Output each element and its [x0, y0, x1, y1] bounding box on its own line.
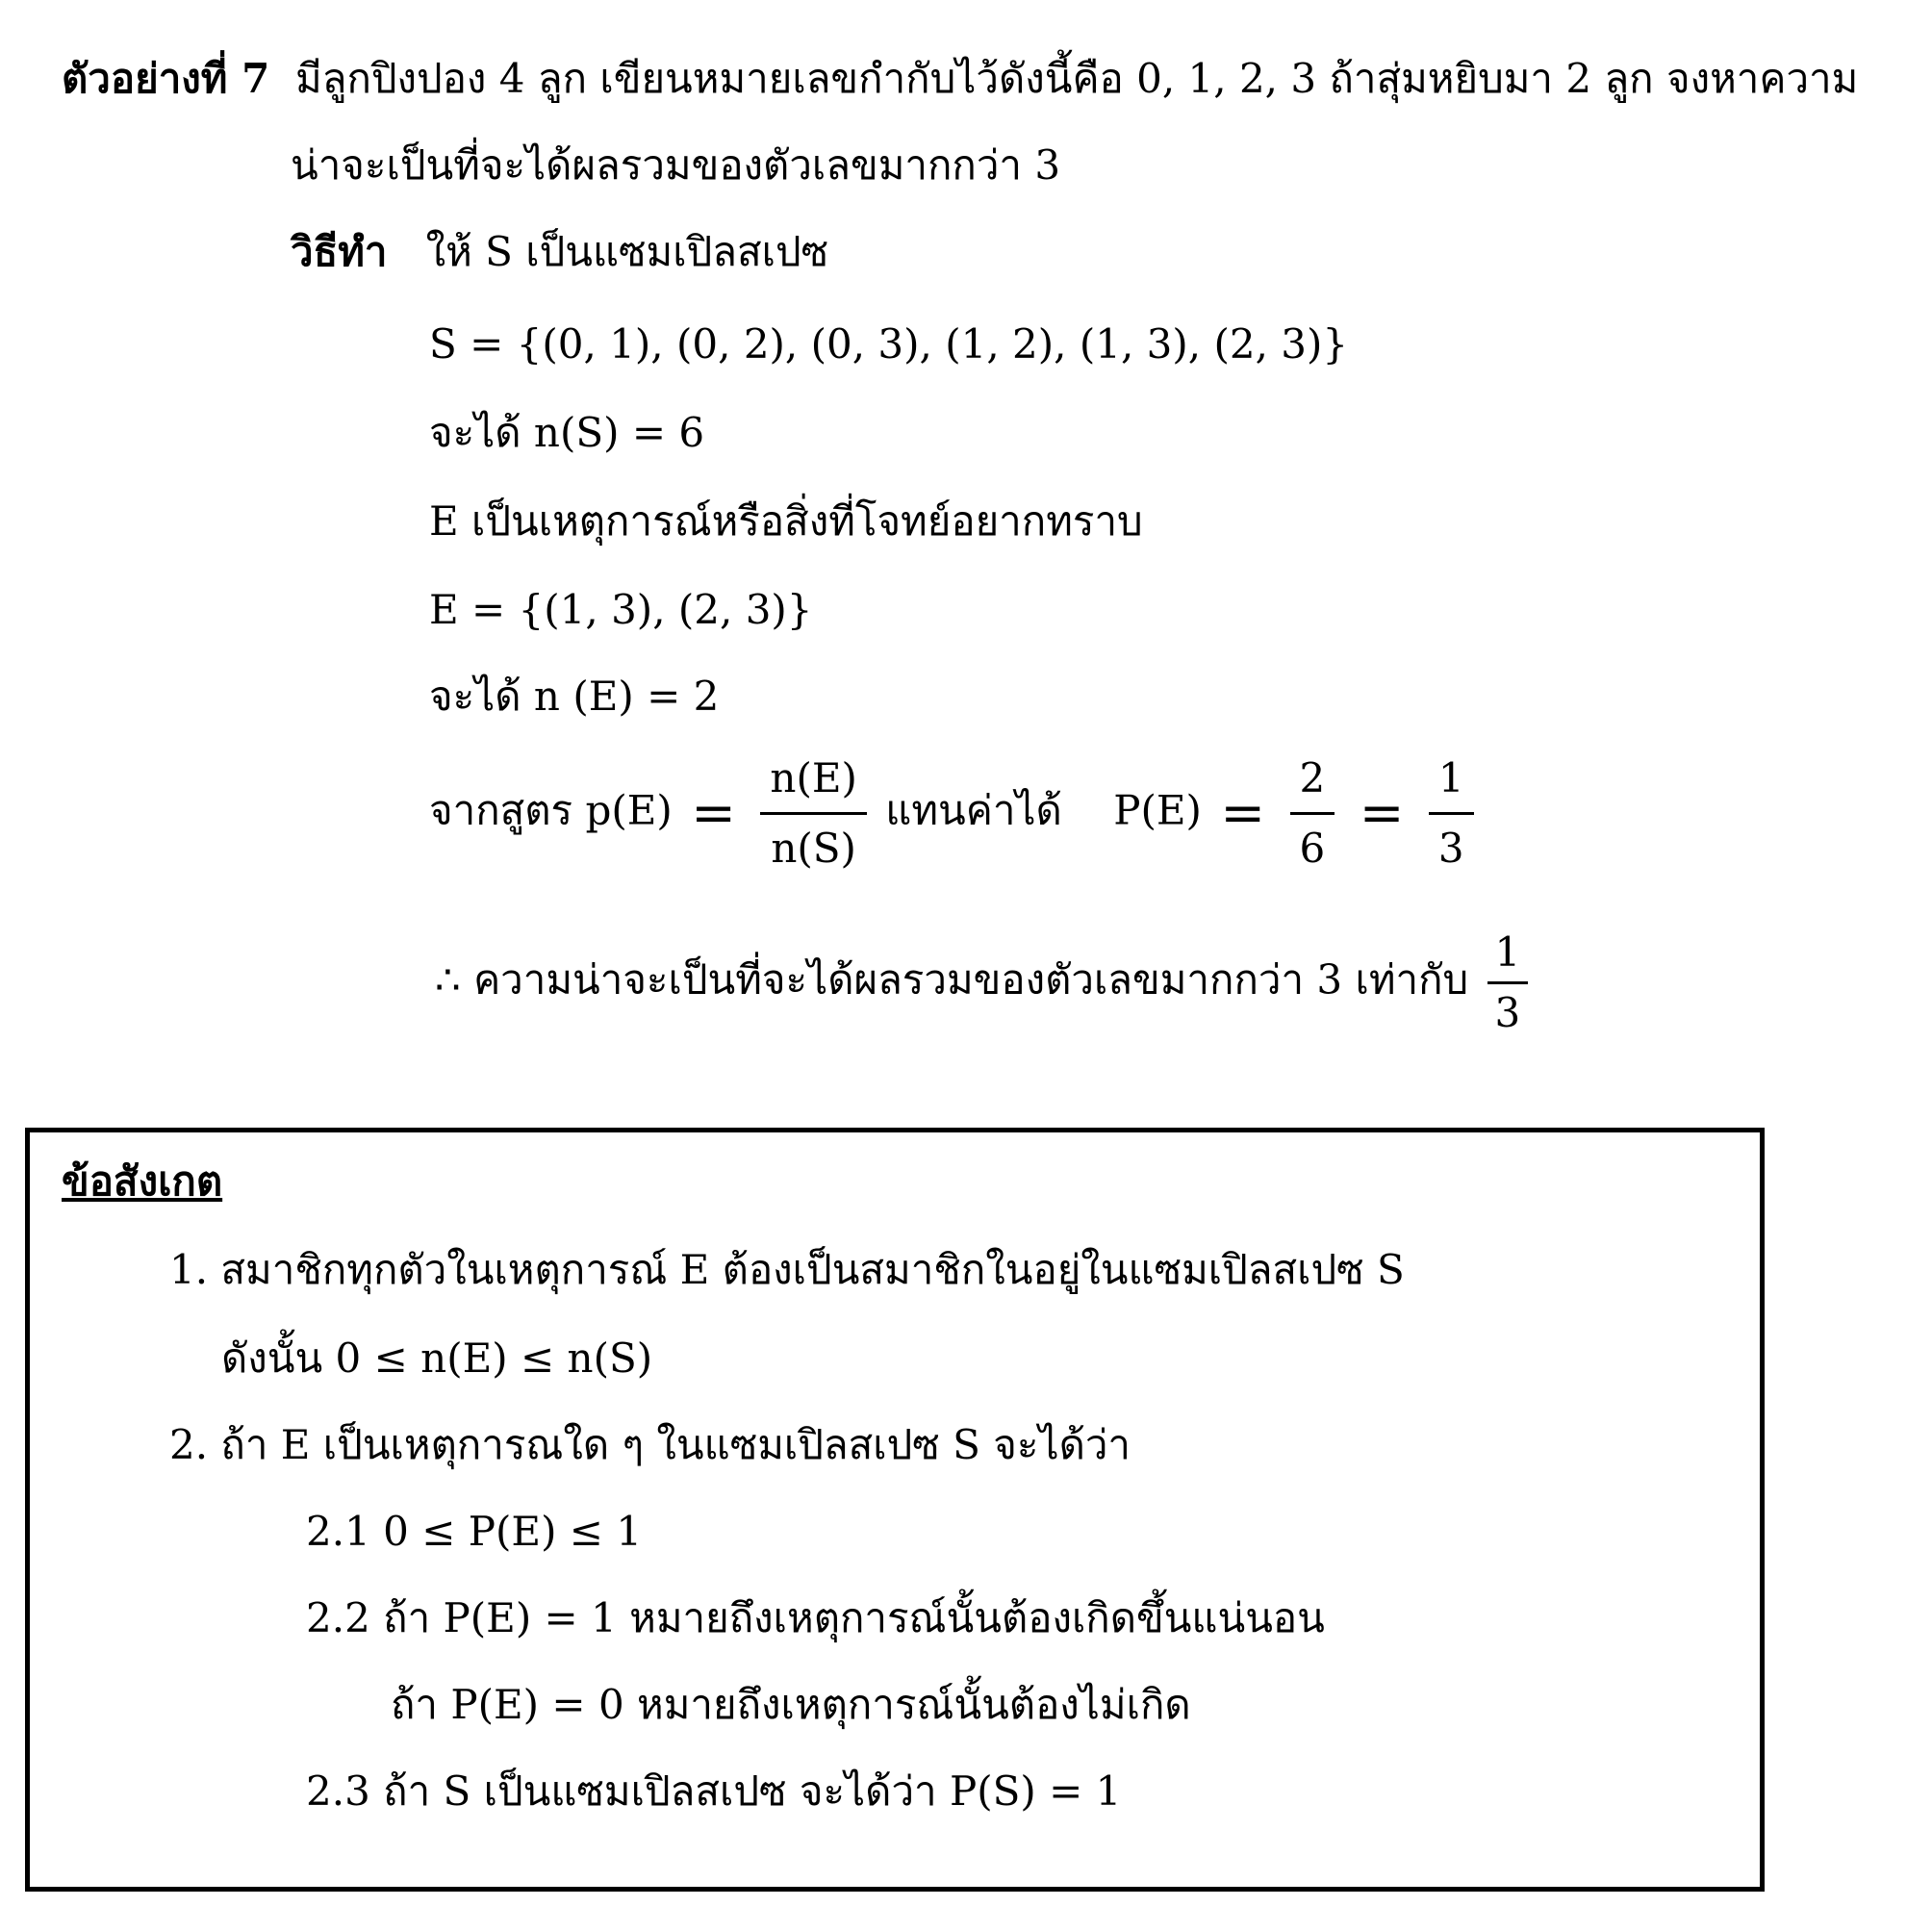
formula-fraction [760, 745, 866, 882]
fraction-denominator: 6 [1299, 825, 1326, 872]
fraction-numerator: 2 [1290, 745, 1335, 815]
note-item-1-line-1: 1. สมาชิกทุกตัวในเหตุการณ์ E ต้องเป็นสมาชิกในอยู่ในแซมเปิลสเปซ S [169, 1246, 1405, 1293]
formula-lhs: P(E) [1113, 786, 1202, 834]
event-set: E = {(1, 3), (2, 3)} [429, 586, 813, 633]
problem-text-2: น่าจะเป็นที่จะได้ผลรวมของตัวเลขมากกว่า 3 [291, 141, 1061, 189]
conclusion-text: ∴ ความน่าจะเป็นที่จะได้ผลรวมของตัวเลขมากกว่า 3 เท่ากับ [435, 955, 1469, 1004]
event-description: E เป็นเหตุการณ์หรือสิ่งที่โจทย์อยากทราบ [429, 497, 1143, 545]
note-item-2: 2. ถ้า E เป็นเหตุการณใด ๆ ในแซมเปิลสเปซ S จะได้ว่า [169, 1421, 1131, 1468]
sample-space: S = {(0, 1), (0, 2), (0, 3), (1, 2), (1, 3), (2, 3)} [429, 320, 1349, 368]
fraction-denominator: 3 [1494, 989, 1521, 1036]
equals-sign: = [1359, 781, 1405, 845]
fraction-two-sixths [1290, 745, 1335, 882]
equals-sign: = [691, 781, 737, 845]
method-line [291, 223, 828, 281]
conclusion-line [435, 924, 1534, 1042]
formula-line [429, 745, 1480, 882]
example-label: ตัวอย่างที่ 7 [62, 55, 270, 102]
conclusion-fraction [1487, 924, 1529, 1042]
note-item-2-1: 2.1 0 ≤ P(E) ≤ 1 [306, 1508, 643, 1555]
fraction-denominator: 3 [1437, 825, 1464, 872]
note-item-1-line-2: ดังนั้น 0 ≤ n(E) ≤ n(S) [221, 1335, 653, 1382]
fraction-one-third [1429, 745, 1474, 882]
fraction-numerator: 1 [1429, 745, 1474, 815]
formula-numerator: n(E) [760, 745, 866, 815]
formula-denominator: n(S) [771, 825, 856, 872]
note-item-2-2-line-2: ถ้า P(E) = 0 หมายถึงเหตุการณ์นั้นต้องไม่เกิด [391, 1681, 1191, 1728]
note-item-2-2-line-1: 2.2 ถ้า P(E) = 1 หมายถึงเหตุการณ์นั้นต้องเกิดขึ้นแน่นอน [306, 1594, 1325, 1641]
equals-sign: = [1220, 781, 1266, 845]
n-s: จะได้ n(S) = 6 [429, 409, 705, 456]
note-item-2-3: 2.3 ถ้า S เป็นแซมเปิลสเปซ จะได้ว่า P(S) = 1 [306, 1767, 1122, 1815]
n-e: จะได้ n (E) = 2 [429, 673, 720, 720]
fraction-numerator: 1 [1487, 924, 1529, 984]
problem-text-1: มีลูกปิงปอง 4 ลูก เขียนหมายเลขกำกับไว้ดังนี้คือ 0, 1, 2, 3 ถ้าสุ่มหยิบมา 2 ลูก จงหาความ [295, 55, 1859, 102]
notes-title: ข้อสังเกต [62, 1157, 223, 1205]
example-line-1 [62, 50, 1858, 108]
method-label: วิธีทำ [291, 228, 388, 275]
method-text: ให้ S เป็นแซมเปิลสเปซ [425, 228, 829, 275]
formula-prefix: จากสูตร p(E) [429, 786, 673, 834]
formula-middle: แทนค่าได้ [885, 786, 1062, 834]
